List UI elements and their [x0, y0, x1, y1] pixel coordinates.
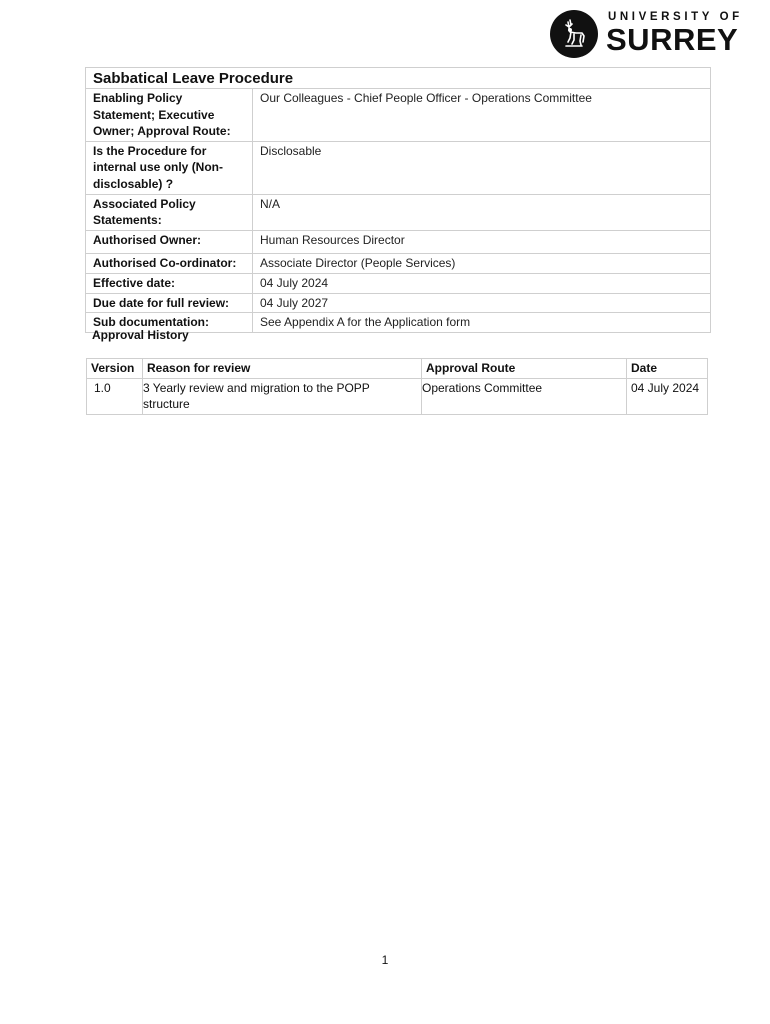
info-value: See Appendix A for the Application form	[253, 313, 711, 333]
column-header: Date	[627, 359, 708, 379]
stag-emblem-icon	[550, 10, 598, 58]
info-value: Associate Director (People Services)	[253, 254, 711, 274]
info-label: Authorised Co-ordinator:	[86, 254, 253, 274]
info-label: Enabling Policy Statement; Executive Owner; Approval Route:	[86, 89, 253, 142]
column-header: Version	[87, 359, 143, 379]
info-value: N/A	[253, 194, 711, 230]
column-header: Approval Route	[422, 359, 627, 379]
info-row	[86, 194, 711, 230]
title-row	[86, 68, 711, 89]
document-title: Sabbatical Leave Procedure	[86, 68, 711, 89]
table-cell: 3 Yearly review and migration to the POPP structure	[143, 378, 422, 414]
info-row	[86, 141, 711, 194]
info-label: Authorised Owner:	[86, 230, 253, 254]
info-row	[86, 230, 711, 254]
info-value: 04 July 2027	[253, 293, 711, 313]
logo-text-top: UNIVERSITY OF	[608, 11, 743, 23]
info-label: Sub documentation:	[86, 313, 253, 333]
approval-history-table	[86, 358, 708, 415]
info-value: Our Colleagues - Chief People Officer - Operations Committee	[253, 89, 711, 142]
university-logo	[550, 10, 750, 58]
info-label: Associated Policy Statements:	[86, 194, 253, 230]
info-row	[86, 89, 711, 142]
info-value: Disclosable	[253, 141, 711, 194]
table-cell: 04 July 2024	[627, 378, 708, 414]
table-header-row	[87, 359, 708, 379]
logo-text-main: SURREY	[606, 22, 739, 57]
table-cell: 1.0	[87, 378, 143, 414]
info-label: Due date for full review:	[86, 293, 253, 313]
column-header: Reason for review	[143, 359, 422, 379]
table-row	[87, 378, 708, 414]
info-label: Is the Procedure for internal use only (Non-disclosable) ?	[86, 141, 253, 194]
info-value: 04 July 2024	[253, 273, 711, 293]
table-cell: Operations Committee	[422, 378, 627, 414]
info-row	[86, 293, 711, 313]
info-row	[86, 273, 711, 293]
procedure-info-table	[85, 67, 711, 333]
info-row	[86, 254, 711, 274]
info-label: Effective date:	[86, 273, 253, 293]
approval-history-heading: Approval History	[92, 328, 189, 342]
info-value: Human Resources Director	[253, 230, 711, 254]
page-number: 1	[381, 953, 389, 967]
